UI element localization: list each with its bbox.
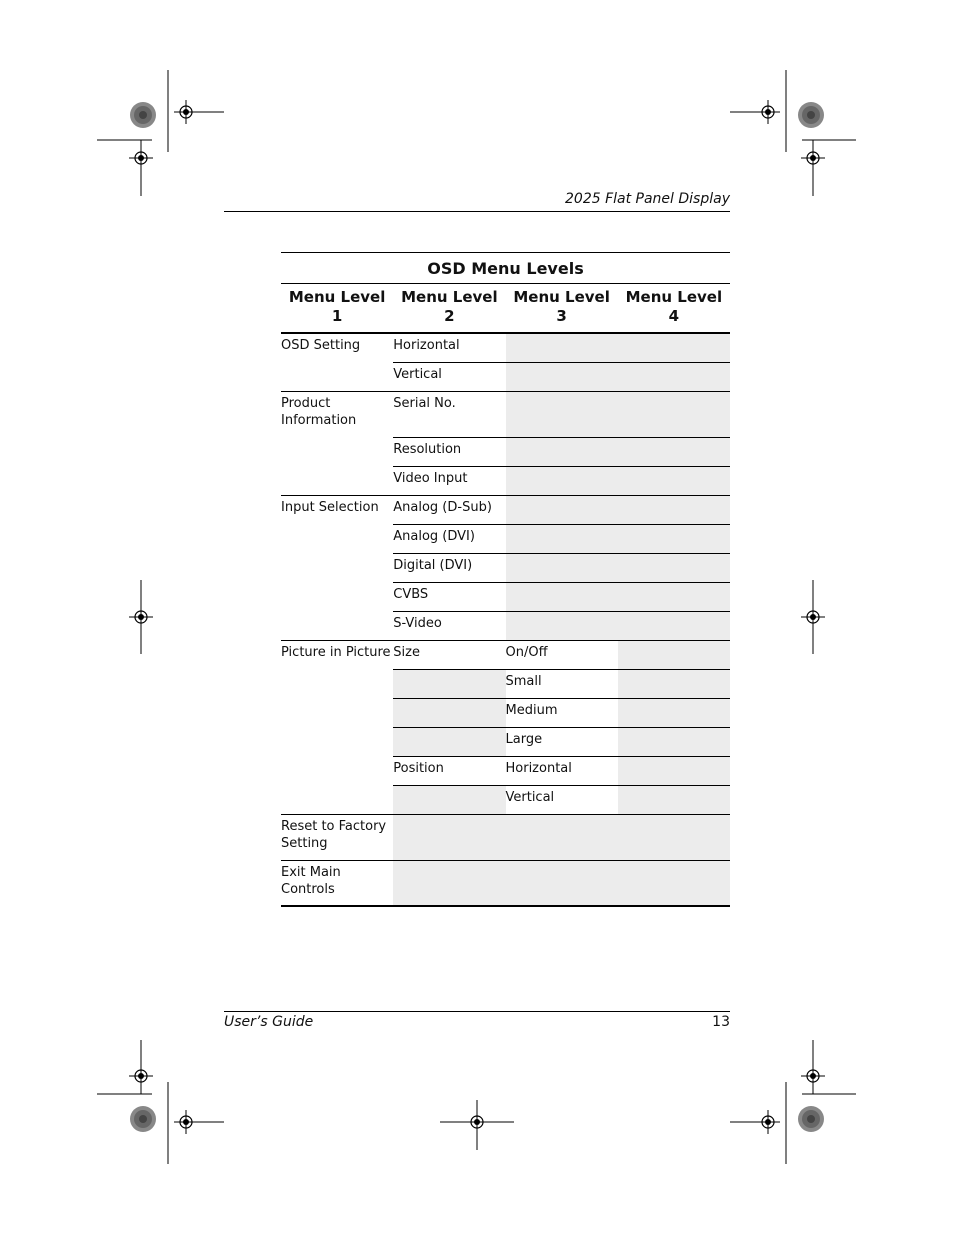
level2-item: Resolution bbox=[393, 437, 505, 466]
column-header-level-2: Menu Level 2 bbox=[393, 284, 505, 334]
header-rule bbox=[224, 211, 730, 212]
footer-rule bbox=[224, 1011, 730, 1012]
level3-item: Horizontal bbox=[506, 756, 618, 785]
empty-cell bbox=[393, 814, 730, 860]
empty-cell bbox=[506, 582, 731, 611]
empty-cell bbox=[618, 785, 730, 814]
table-row bbox=[281, 391, 730, 437]
empty-cell bbox=[506, 333, 731, 362]
level2-item: Size bbox=[393, 640, 505, 669]
level2-item: S-Video bbox=[393, 611, 505, 640]
level3-item: Medium bbox=[506, 698, 618, 727]
empty-cell bbox=[618, 669, 730, 698]
level2-item: CVBS bbox=[393, 582, 505, 611]
empty-cell bbox=[618, 727, 730, 756]
empty-cell bbox=[506, 495, 731, 524]
empty-cell bbox=[506, 524, 731, 553]
empty-cell bbox=[393, 727, 505, 756]
empty-cell bbox=[618, 698, 730, 727]
column-header-level-3: Menu Level 3 bbox=[506, 284, 618, 334]
empty-cell bbox=[393, 860, 730, 906]
empty-cell bbox=[506, 553, 731, 582]
empty-cell bbox=[506, 466, 731, 495]
level2-item: Digital (DVI) bbox=[393, 553, 505, 582]
page-number: 13 bbox=[712, 1014, 730, 1030]
level1-picture-in-picture: Picture in Picture bbox=[281, 640, 393, 814]
running-footer-title: User’s Guide bbox=[224, 1014, 314, 1030]
level3-item: On/Off bbox=[506, 640, 618, 669]
table-row bbox=[281, 860, 730, 906]
level2-item: Horizontal bbox=[393, 333, 505, 362]
column-header-level-1: Menu Level 1 bbox=[281, 284, 393, 334]
level2-item: Video Input bbox=[393, 466, 505, 495]
level1-reset-to-factory-setting: Reset to Factory Setting bbox=[281, 814, 393, 860]
running-header-title: 2025 Flat Panel Display bbox=[565, 191, 730, 207]
empty-cell bbox=[618, 640, 730, 669]
level3-item: Vertical bbox=[506, 785, 618, 814]
table-row bbox=[281, 640, 730, 669]
level3-item: Large bbox=[506, 727, 618, 756]
empty-cell bbox=[506, 437, 731, 466]
level2-item: Analog (DVI) bbox=[393, 524, 505, 553]
empty-cell bbox=[393, 698, 505, 727]
level1-exit-main-controls: Exit Main Controls bbox=[281, 860, 393, 906]
level2-item: Serial No. bbox=[393, 391, 505, 437]
empty-cell bbox=[393, 669, 505, 698]
empty-cell bbox=[393, 785, 505, 814]
empty-cell bbox=[618, 756, 730, 785]
empty-cell bbox=[506, 362, 731, 391]
table-caption: OSD Menu Levels bbox=[281, 253, 730, 284]
level2-item: Analog (D-Sub) bbox=[393, 495, 505, 524]
level2-item: Position bbox=[393, 756, 505, 785]
level1-input-selection: Input Selection bbox=[281, 495, 393, 640]
level1-product-information: Product Information bbox=[281, 391, 393, 495]
osd-menu-levels-table bbox=[281, 252, 730, 907]
table-row bbox=[281, 495, 730, 524]
empty-cell bbox=[506, 391, 731, 437]
level2-item: Vertical bbox=[393, 362, 505, 391]
empty-cell bbox=[506, 611, 731, 640]
column-header-level-4: Menu Level 4 bbox=[618, 284, 730, 334]
table-row bbox=[281, 814, 730, 860]
level3-item: Small bbox=[506, 669, 618, 698]
level1-osd-setting: OSD Setting bbox=[281, 333, 393, 391]
table-row bbox=[281, 333, 730, 362]
